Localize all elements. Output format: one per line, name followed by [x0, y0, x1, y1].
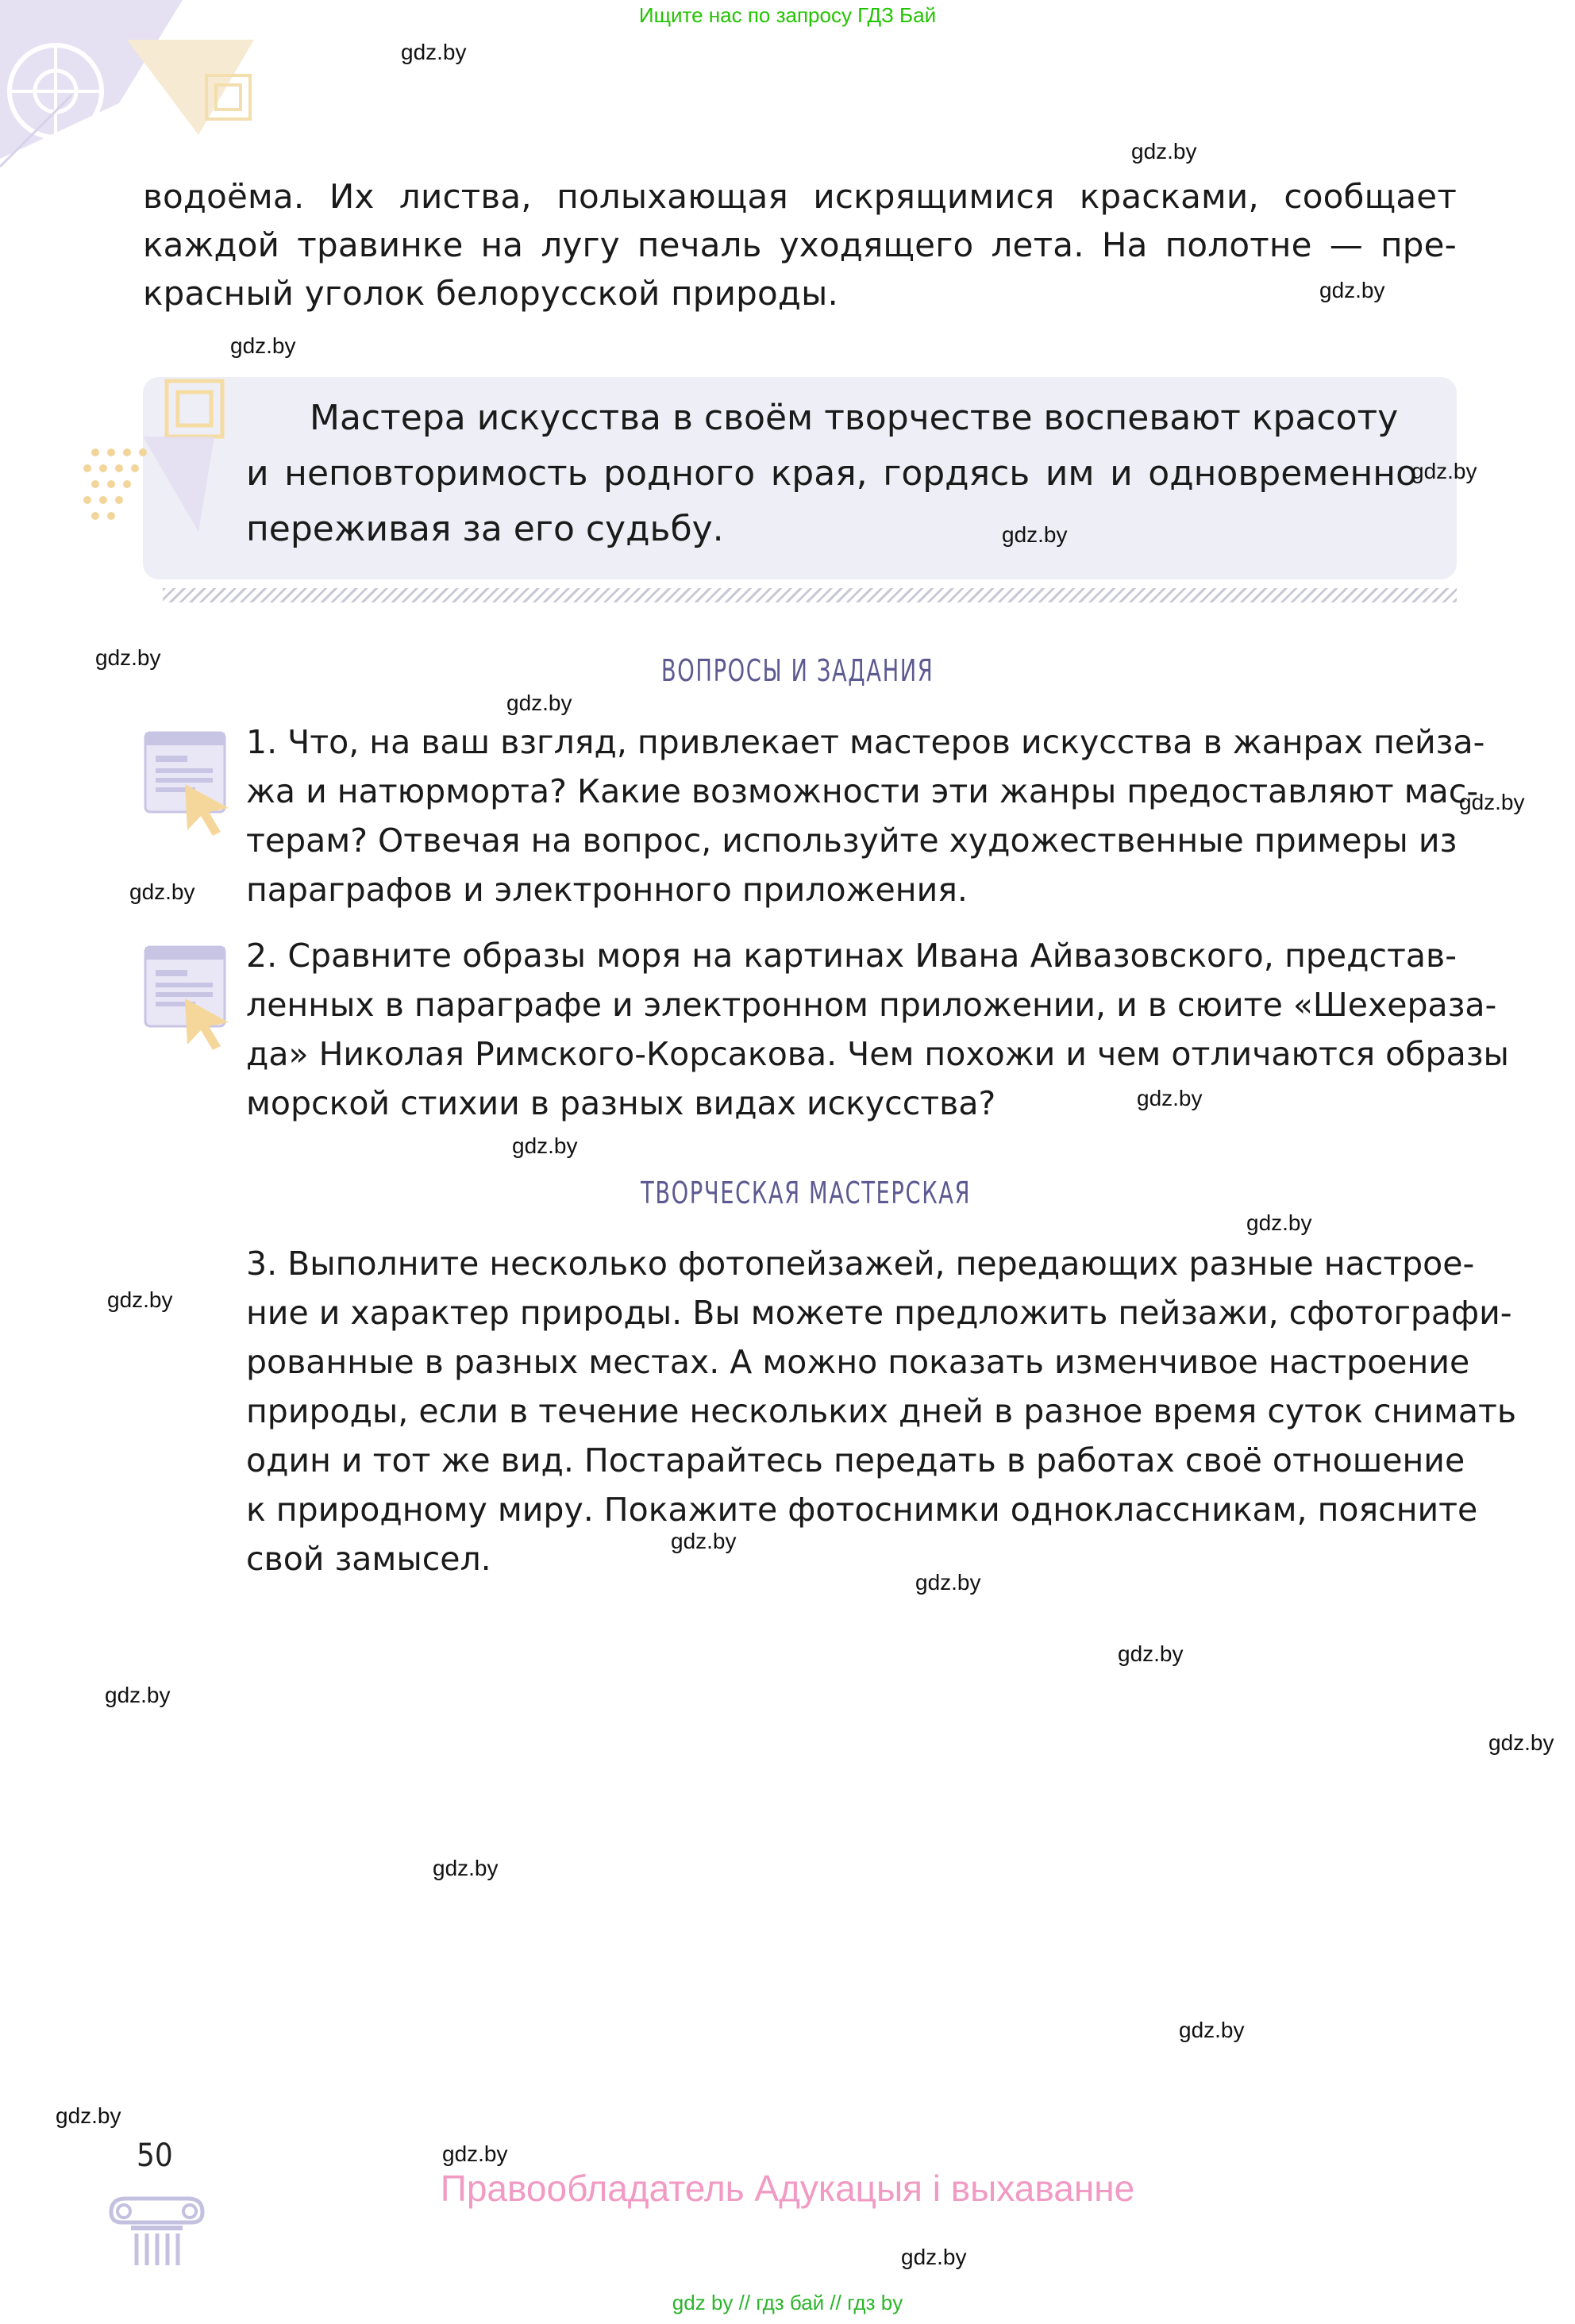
watermark-text: gdz.by [442, 2141, 508, 2166]
question-line: ленных в параграфе и электронном приложении, и в сюите «Шехераза- [246, 986, 1497, 1024]
callout-text [246, 391, 1417, 557]
watermark-text: gdz.by [105, 1683, 171, 1707]
task-computer-icon [141, 943, 237, 1058]
watermark-text: gdz.by [1118, 1641, 1184, 1666]
callout-line: переживая за его судьбу. [246, 509, 724, 549]
corner-ornament-icon [0, 0, 270, 183]
intro-paragraph [143, 172, 1457, 317]
task-line: природы, если в течение нескольких дней в разное время суток снимать [246, 1392, 1517, 1430]
question-line: параграфов и электронного приложения. [246, 871, 968, 909]
callout-line: Мастера искусства в своём творчестве воспевают красоту [310, 398, 1399, 438]
task-line: ние и характер природы. Вы можете предложить пейзажи, сфотографи- [246, 1294, 1512, 1332]
watermark-text: gdz.by [1488, 1730, 1554, 1755]
watermark-text: gdz.by [1179, 2018, 1245, 2042]
watermark-text: gdz.by [915, 1570, 981, 1595]
watermark-text: gdz.by [1411, 459, 1477, 483]
watermark-text: gdz.by [671, 1529, 737, 1553]
question-line: 2. Сравните образы моря на картинах Ивана Айвазовского, представ- [246, 937, 1457, 975]
question-2 [246, 931, 1509, 1128]
task-line: 3. Выполните несколько фотопейзажей, передающих разные настрое- [246, 1245, 1475, 1283]
watermark-text: gdz.by [1459, 790, 1525, 814]
watermark-text: gdz.by [1246, 1210, 1312, 1235]
footer-links[interactable]: gdz by // гдз бай // гдз by [672, 2291, 903, 2314]
task-line: свой замысел. [246, 1540, 491, 1578]
watermark-text: gdz.by [1137, 1086, 1203, 1110]
task-3 [246, 1239, 1517, 1583]
watermark-text: gdz.by [1131, 139, 1197, 164]
questions-heading: ВОПРОСЫ И ЗАДАНИЯ [660, 653, 934, 688]
page-number: 50 [137, 2137, 173, 2174]
copyright-text: Правообладатель Адукацыя і выхаванне [440, 2168, 1135, 2209]
task-line: рованные в разных местах. А можно показать изменчивое настроение [246, 1343, 1470, 1381]
search-hint-link[interactable]: Ищите нас по запросу ГДЗ Бай [638, 3, 937, 27]
watermark-text: gdz.by [230, 333, 296, 358]
question-line: 1. Что, на ваш взгляд, привлекает мастеров искусства в жанрах пейза- [246, 723, 1485, 761]
watermark-text: gdz.by [1002, 522, 1068, 547]
callout-ornament-icon [79, 373, 246, 564]
watermark-text: gdz.by [901, 2245, 967, 2269]
question-line: терам? Отвечая на вопрос, используйте художественные примеры из [246, 821, 1458, 860]
question-1 [246, 718, 1485, 914]
task-computer-icon [141, 729, 237, 844]
watermark-text: gdz.by [95, 645, 161, 670]
watermark-text: gdz.by [512, 1133, 578, 1158]
question-line: да» Николая Римского-Корсакова. Чем похожи и чем отличаются образы [246, 1035, 1509, 1073]
watermark-text: gdz.by [56, 2103, 121, 2128]
watermark-text: gdz.by [506, 691, 572, 715]
watermark-text: gdz.by [107, 1287, 173, 1312]
task-line: один и тот же вид. Постарайтесь передать в работах своё отношение [246, 1441, 1465, 1479]
paragraph-line: водоёма. Их листва, полыхающая искрящимися красками, сообщает [143, 177, 1457, 216]
question-line: морской стихии в разных видах искусства? [246, 1084, 996, 1122]
watermark-text: gdz.by [433, 1856, 499, 1880]
paragraph-line: красный уголок белорусской природы. [143, 274, 839, 313]
question-line: жа и натюрморта? Какие возможности эти жанры предоставляют мас- [246, 772, 1479, 810]
hatched-divider [163, 588, 1457, 602]
watermark-text: gdz.by [401, 40, 467, 64]
workshop-heading: ТВОРЧЕСКАЯ МАСТЕРСКАЯ [641, 1175, 972, 1210]
paragraph-line: каждой травинке на лугу печаль уходящего лета. На полотне — пре- [143, 225, 1457, 264]
watermark-text: gdz.by [1319, 278, 1385, 302]
watermark-text: gdz.by [129, 879, 195, 904]
task-line: к природному миру. Покажите фотоснимки одноклассникам, поясните [246, 1491, 1478, 1529]
callout-line: и неповторимость родного края, гордясь им и одновременно [246, 453, 1417, 494]
